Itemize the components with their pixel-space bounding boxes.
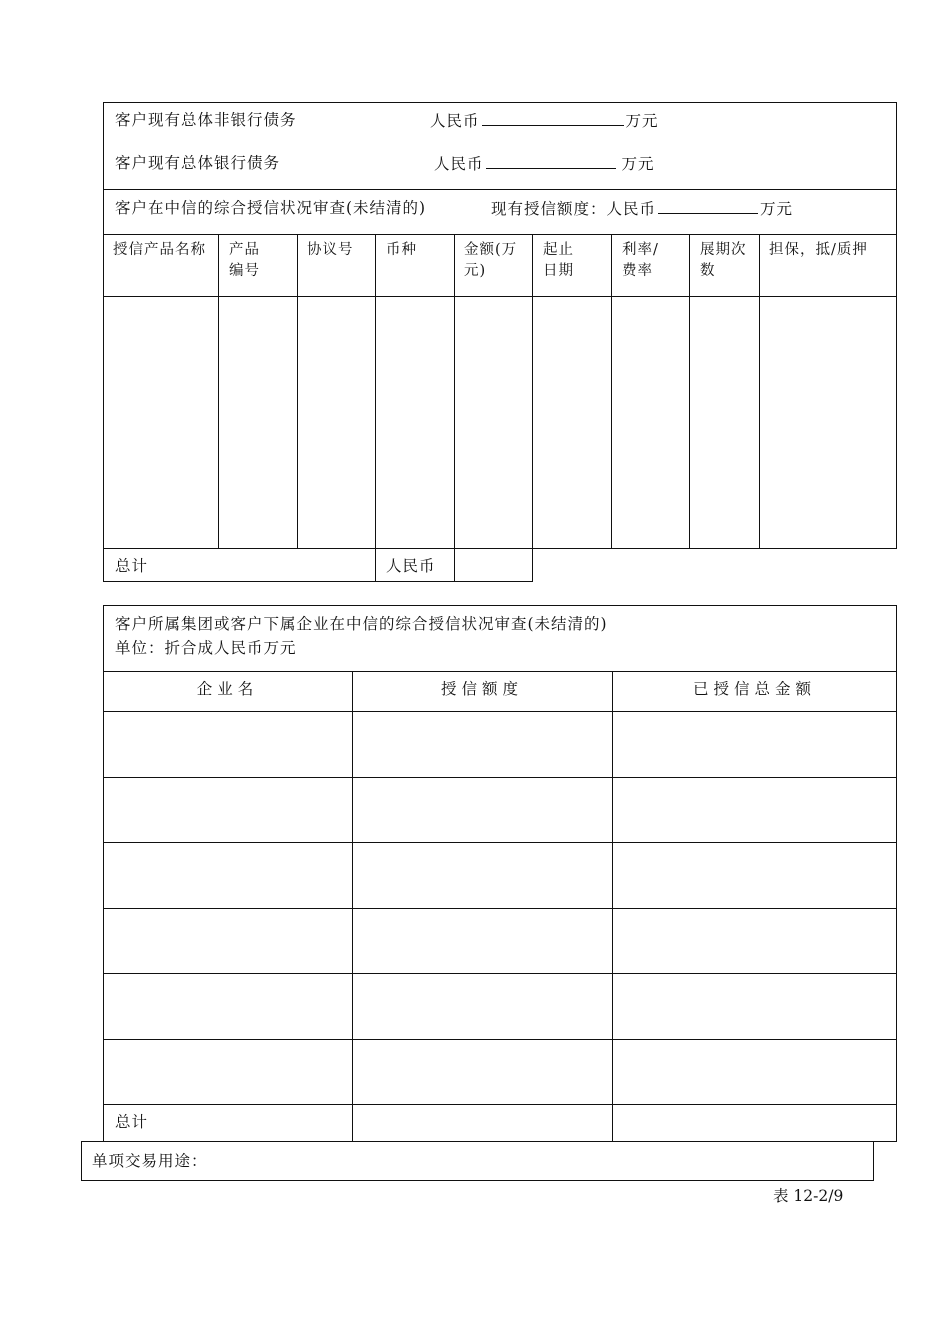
divider-line bbox=[103, 296, 897, 297]
total-row-left-border bbox=[103, 548, 104, 582]
row-line bbox=[103, 1104, 897, 1105]
non-bank-debt-currency bbox=[430, 110, 659, 131]
row-line bbox=[103, 908, 897, 909]
column-line bbox=[612, 671, 613, 1142]
row-line bbox=[103, 842, 897, 843]
col-header-agreement-no: 协议号 bbox=[307, 242, 354, 258]
purpose-label: 单项交易用途： bbox=[92, 1152, 208, 1170]
bank-debt-currency bbox=[434, 153, 655, 174]
divider-line bbox=[103, 671, 897, 672]
credit-review-title: 客户在中信的综合授信状况审查(未结清的) bbox=[115, 199, 427, 217]
row-line bbox=[103, 777, 897, 778]
divider-line bbox=[103, 711, 897, 712]
column-line bbox=[297, 234, 298, 549]
total-label: 总计 bbox=[115, 557, 149, 575]
credit-limit-label: 现有授信额度：人民币 bbox=[491, 200, 657, 218]
row-line bbox=[103, 973, 897, 974]
bank-debt-unit: 万元 bbox=[621, 155, 655, 173]
divider-line bbox=[103, 189, 897, 190]
column-line bbox=[375, 234, 376, 582]
col-header-rate: 利率/费率 bbox=[622, 242, 659, 279]
column-line bbox=[454, 234, 455, 582]
col-header-product-name: 授信产品名称 bbox=[113, 242, 206, 258]
non-bank-debt-label: 客户现有总体非银行债务 bbox=[115, 111, 297, 129]
non-bank-debt-unit: 万元 bbox=[625, 112, 659, 130]
col-header-credit-limit: 授信额度 bbox=[440, 680, 523, 698]
group-review-title: 客户所属集团或客户下属企业在中信的综合授信状况审查(未结清的) bbox=[115, 615, 608, 633]
total-row-bottom-border bbox=[103, 581, 533, 582]
col-header-amount: 金额(万元) bbox=[464, 242, 518, 279]
col-header-product-code: 产品编号 bbox=[229, 242, 260, 279]
col-header-company: 企业名 bbox=[196, 680, 259, 698]
row-line bbox=[103, 1039, 897, 1040]
divider-line bbox=[103, 234, 897, 235]
column-line bbox=[532, 234, 533, 582]
credit-limit-unit: 万元 bbox=[760, 200, 794, 218]
column-line bbox=[218, 234, 219, 549]
bank-debt-currency-label: 人民币 bbox=[434, 155, 484, 173]
form-number: 表 12-2/9 bbox=[773, 1187, 844, 1205]
col-header-total-granted: 已授信总金额 bbox=[692, 680, 816, 698]
column-line bbox=[352, 671, 353, 1142]
col-header-collateral: 担保，抵/质押 bbox=[769, 242, 868, 258]
col-header-period: 起止日期 bbox=[543, 242, 574, 279]
credit-limit-input[interactable] bbox=[658, 198, 758, 214]
column-line bbox=[689, 234, 690, 549]
column-line bbox=[611, 234, 612, 549]
col-header-currency: 币种 bbox=[386, 242, 417, 258]
bank-debt-input[interactable] bbox=[486, 153, 616, 169]
col-header-extensions: 展期次数 bbox=[700, 242, 747, 279]
group-unit-note: 单位：折合成人民币万元 bbox=[115, 639, 297, 657]
group-total-label: 总计 bbox=[115, 1113, 149, 1131]
non-bank-debt-currency-label: 人民币 bbox=[430, 112, 480, 130]
total-currency: 人民币 bbox=[386, 557, 436, 575]
credit-limit bbox=[491, 198, 793, 219]
column-line bbox=[759, 234, 760, 549]
non-bank-debt-input[interactable] bbox=[482, 110, 624, 126]
bank-debt-label: 客户现有总体银行债务 bbox=[115, 154, 281, 172]
